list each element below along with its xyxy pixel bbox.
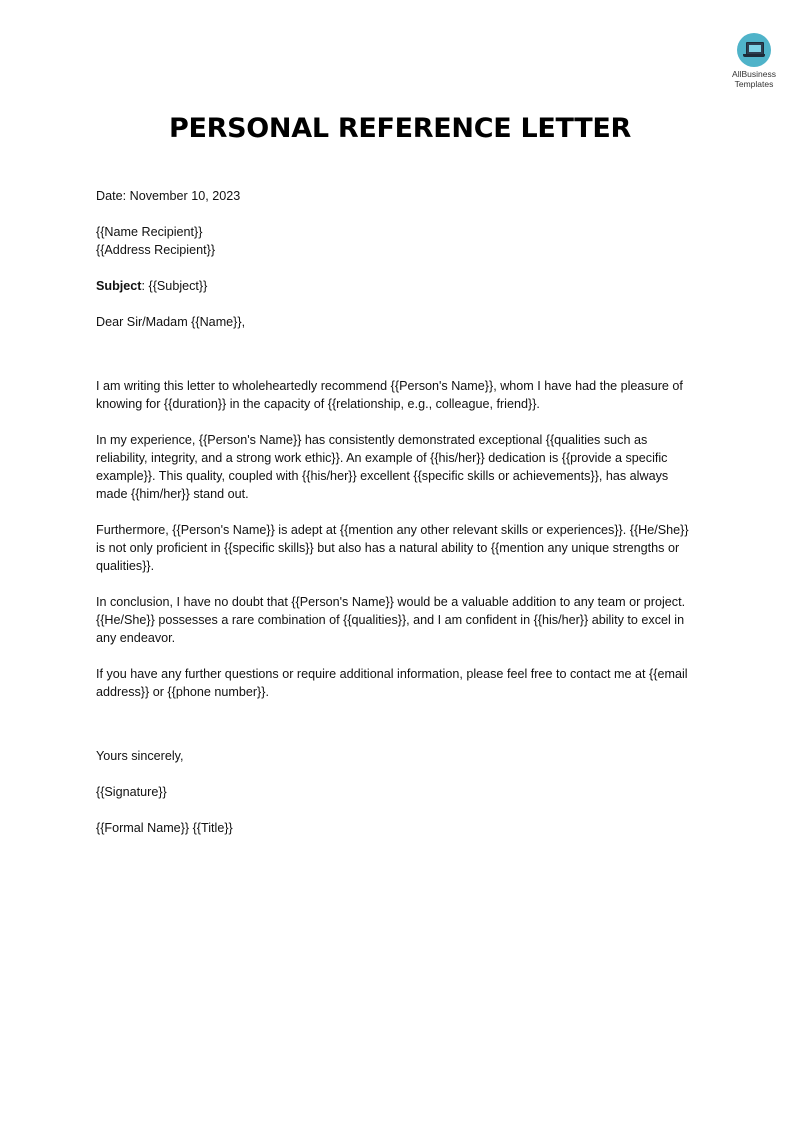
paragraph-conclusion: In conclusion, I have no doubt that {{Person's Name}} would be a valuable addition to any team or project. {{He/She}} possesses a rare combination of {{qualities}}, and I am confident in {{his/her}} ability to excel in any endeavor. xyxy=(96,595,686,645)
letter-body xyxy=(96,187,701,837)
paragraph-experience: In my experience, {{Person's Name}} has consistently demonstrated exceptional {{qualities such as reliability, integrity, and a strong work ethic}}. An example of {{his/her}} dedication is {{provide a specific example}}. This quality, coupled with {{his/her}} excellent {{specific skills or achievements}}, has always made {{him/her}} stand out. xyxy=(96,433,669,501)
paragraph-contact: If you have any further questions or require additional information, please feel free to contact me at {{email address}} or {{phone number}}. xyxy=(96,667,688,699)
paragraph-intro: I am writing this letter to wholeheartedly recommend {{Person's Name}}, whom I have had the pleasure of knowing for {{duration}} in the capacity of {{relationship, e.g., colleague, friend}}. xyxy=(96,379,683,411)
letter-date: Date: November 10, 2023 xyxy=(96,189,241,203)
signature: {{Signature}} xyxy=(96,785,167,799)
subject-line xyxy=(96,277,701,295)
logo-text xyxy=(725,69,783,89)
allbusiness-templates-logo xyxy=(725,33,783,89)
paragraph-skills: Furthermore, {{Person's Name}} is adept at {{mention any other relevant skills or experiences}}. {{He/She}} is not only proficient in {{specific skills}} but also has a natural ability to {{mention any unique strengths or qualities}}. xyxy=(96,523,689,573)
laptop-icon xyxy=(737,33,771,67)
recipient-name: {{Name Recipient}} xyxy=(96,225,203,239)
page-title: PERSONAL REFERENCE LETTER xyxy=(169,113,631,144)
logo-line-2: Templates xyxy=(734,79,774,89)
closing: Yours sincerely, xyxy=(96,749,184,763)
signoff: {{Formal Name}} {{Title}} xyxy=(96,821,233,835)
logo-line-1: AllBusiness xyxy=(732,69,776,79)
recipient-address: {{Address Recipient}} xyxy=(96,243,216,257)
salutation: Dear Sir/Madam {{Name}}, xyxy=(96,315,246,329)
subject-label: Subject xyxy=(96,279,142,293)
subject-value: : {{Subject}} xyxy=(141,279,208,293)
